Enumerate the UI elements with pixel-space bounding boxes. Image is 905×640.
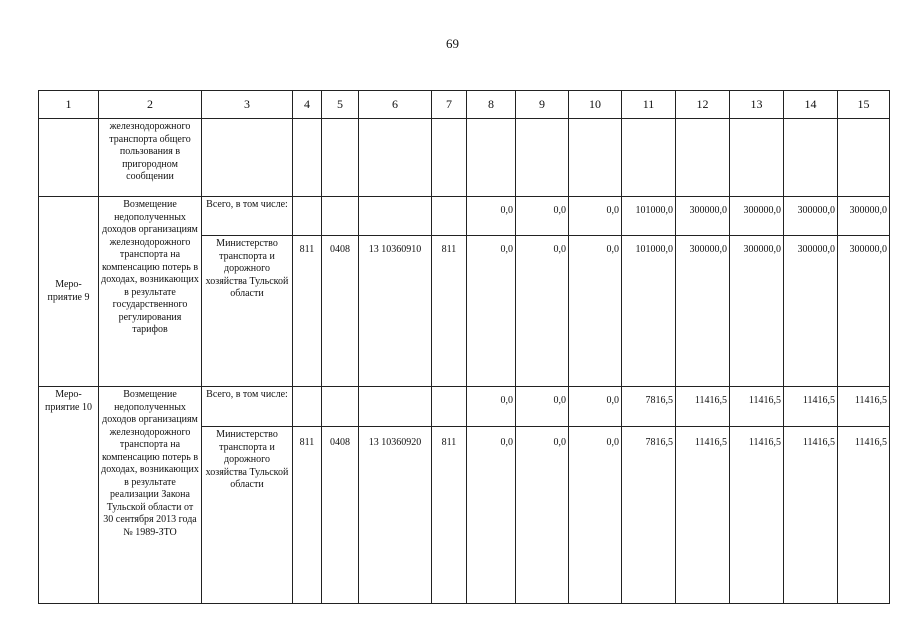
vr-code: 811 xyxy=(432,427,467,604)
total-label: Всего, в том числе: xyxy=(202,197,293,236)
header-cell: 14 xyxy=(784,91,838,119)
header-cell: 5 xyxy=(322,91,359,119)
header-cell: 13 xyxy=(730,91,784,119)
value-cell: 7816,5 xyxy=(622,387,676,427)
value-cell: 101000,0 xyxy=(622,236,676,387)
event-label: Меро-приятие 9 xyxy=(39,197,99,387)
table-cell xyxy=(516,119,569,197)
header-cell: 12 xyxy=(676,91,730,119)
grbs-code: 811 xyxy=(293,427,322,604)
value-cell: 0,0 xyxy=(516,236,569,387)
value-cell: 300000,0 xyxy=(784,236,838,387)
value-cell: 300000,0 xyxy=(676,197,730,236)
value-cell: 0,0 xyxy=(467,197,516,236)
value-cell: 300000,0 xyxy=(730,197,784,236)
total-label: Всего, в том числе: xyxy=(202,387,293,427)
table-cell xyxy=(359,197,432,236)
value-cell: 0,0 xyxy=(569,427,622,604)
table-cell xyxy=(432,119,467,197)
table-cell xyxy=(432,387,467,427)
value-cell: 300000,0 xyxy=(784,197,838,236)
event-label: Меро-приятие 10 xyxy=(39,387,99,604)
table-cell xyxy=(784,119,838,197)
value-cell: 11416,5 xyxy=(838,387,890,427)
rzpr-code: 0408 xyxy=(322,427,359,604)
continued-description: железнодорожного транспорта общего пользования в пригородном сообщении xyxy=(99,119,202,197)
table-cell xyxy=(39,119,99,197)
header-cell: 15 xyxy=(838,91,890,119)
header-cell: 7 xyxy=(432,91,467,119)
value-cell: 300000,0 xyxy=(838,197,890,236)
value-cell: 11416,5 xyxy=(730,387,784,427)
value-cell: 7816,5 xyxy=(622,427,676,604)
table-cell xyxy=(467,119,516,197)
table-cell xyxy=(322,387,359,427)
table-cell xyxy=(322,119,359,197)
table-cell xyxy=(293,197,322,236)
header-cell: 2 xyxy=(99,91,202,119)
value-cell: 11416,5 xyxy=(676,427,730,604)
vr-code: 811 xyxy=(432,236,467,387)
executor-name: Министерство транспорта и дорожного хозяйства Тульской области xyxy=(202,236,293,387)
header-cell: 1 xyxy=(39,91,99,119)
value-cell: 0,0 xyxy=(516,387,569,427)
event-description: Возмещение недополученных доходов организациям железнодорожного транспорта на компенсацию потерь в доходах, возникающих в результате государственного регулирования тарифов xyxy=(99,197,202,387)
value-cell: 0,0 xyxy=(467,427,516,604)
header-cell: 10 xyxy=(569,91,622,119)
value-cell: 11416,5 xyxy=(784,427,838,604)
table-cell xyxy=(359,119,432,197)
value-cell: 0,0 xyxy=(467,236,516,387)
table-cell xyxy=(322,197,359,236)
header-row xyxy=(39,91,890,119)
table-cell xyxy=(569,119,622,197)
value-cell: 101000,0 xyxy=(622,197,676,236)
table-row xyxy=(39,387,890,427)
table-cell xyxy=(293,387,322,427)
table-row xyxy=(39,119,890,197)
table-cell xyxy=(432,197,467,236)
table-cell xyxy=(838,119,890,197)
value-cell: 0,0 xyxy=(516,427,569,604)
csr-code: 13 10360910 xyxy=(359,236,432,387)
executor-name: Министерство транспорта и дорожного хозяйства Тульской области xyxy=(202,427,293,604)
value-cell: 300000,0 xyxy=(730,236,784,387)
value-cell: 0,0 xyxy=(569,236,622,387)
rzpr-code: 0408 xyxy=(322,236,359,387)
value-cell: 11416,5 xyxy=(676,387,730,427)
value-cell: 11416,5 xyxy=(784,387,838,427)
table-cell xyxy=(730,119,784,197)
table-cell xyxy=(359,387,432,427)
header-cell: 3 xyxy=(202,91,293,119)
table-cell xyxy=(202,119,293,197)
table-cell xyxy=(676,119,730,197)
page-number: 69 xyxy=(446,36,459,51)
csr-code: 13 10360920 xyxy=(359,427,432,604)
header-cell: 4 xyxy=(293,91,322,119)
header-cell: 6 xyxy=(359,91,432,119)
header-cell: 8 xyxy=(467,91,516,119)
value-cell: 0,0 xyxy=(569,387,622,427)
value-cell: 300000,0 xyxy=(838,236,890,387)
value-cell: 11416,5 xyxy=(730,427,784,604)
event-description: Возмещение недополученных доходов организациям железнодорожного транспорта на компенсацию потерь в доходах, возникающих в результате реализации Закона Тульской области от 30 сентября 2013 года № 1989-ЗТО xyxy=(99,387,202,604)
header-cell: 9 xyxy=(516,91,569,119)
grbs-code: 811 xyxy=(293,236,322,387)
value-cell: 11416,5 xyxy=(838,427,890,604)
table-row xyxy=(39,197,890,236)
table-cell xyxy=(622,119,676,197)
budget-table xyxy=(38,90,890,604)
value-cell: 0,0 xyxy=(569,197,622,236)
value-cell: 0,0 xyxy=(467,387,516,427)
table-cell xyxy=(293,119,322,197)
value-cell: 0,0 xyxy=(516,197,569,236)
header-cell: 11 xyxy=(622,91,676,119)
value-cell: 300000,0 xyxy=(676,236,730,387)
